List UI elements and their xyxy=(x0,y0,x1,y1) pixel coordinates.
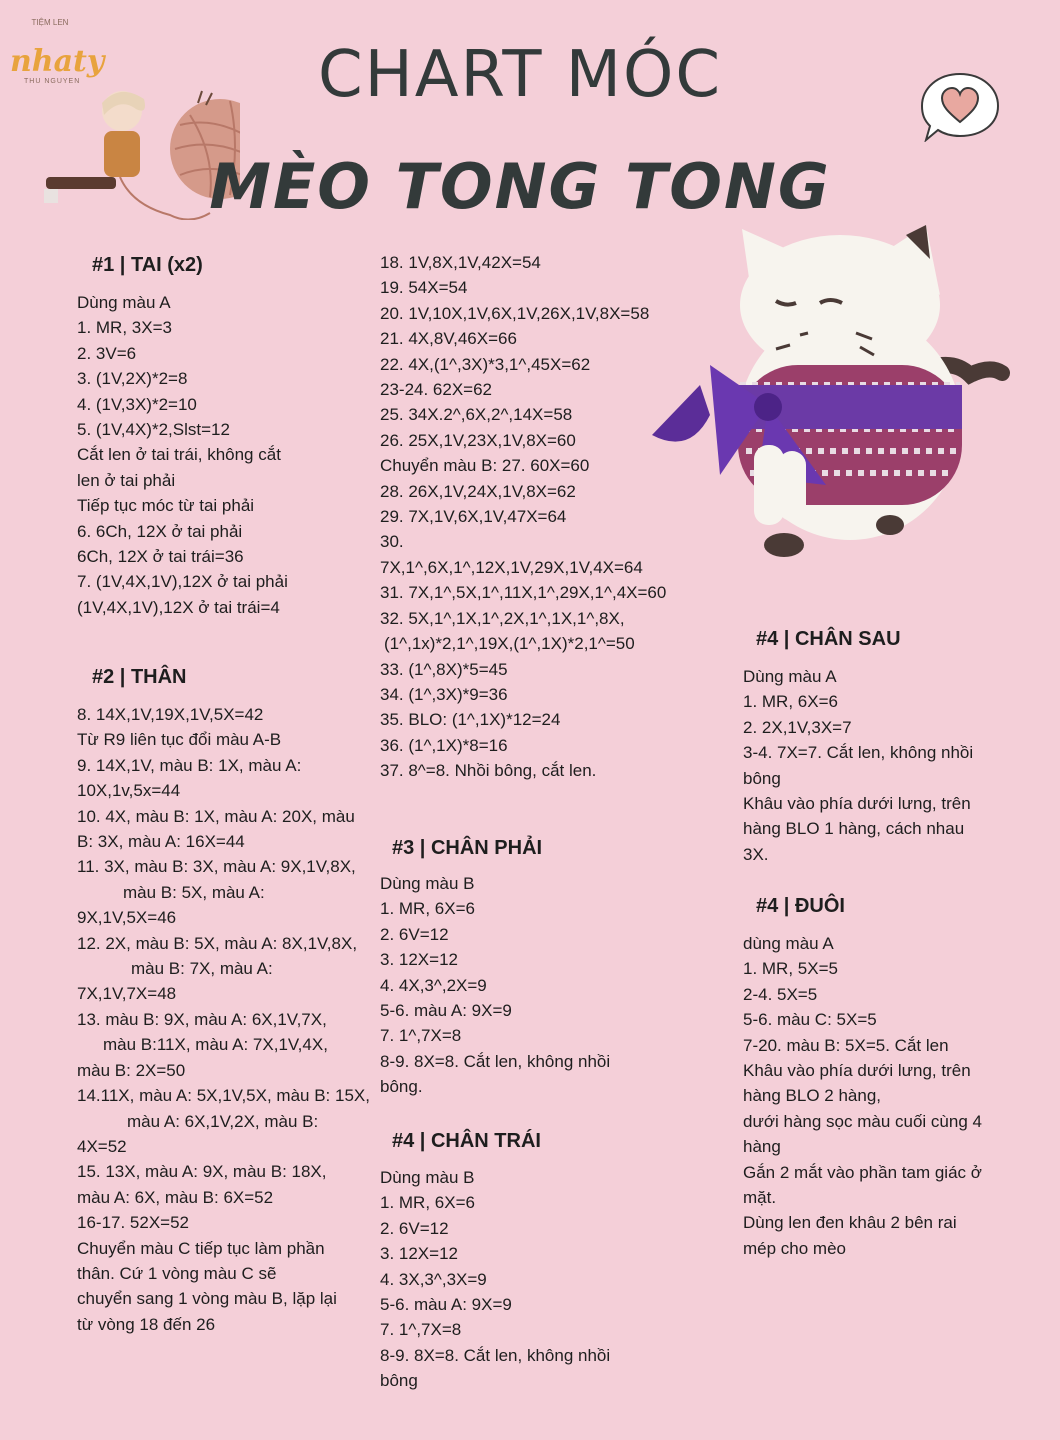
text-line: Chuyển màu B: 27. 60X=60 xyxy=(380,456,590,476)
text-line: 34. (1^,3X)*9=36 xyxy=(380,684,508,704)
text-line: B: 3X, màu A: 16X=44 xyxy=(77,832,245,852)
text-line: 28. 26X,1V,24X,1V,8X=62 xyxy=(380,481,576,501)
text-line: Từ R9 liên tục đổi màu A-B xyxy=(77,730,282,750)
text-line: 4. 3X,3^,3X=9 xyxy=(380,1269,487,1289)
section-chan-trai xyxy=(380,1165,610,1394)
text-line: 3. 12X=12 xyxy=(380,1244,458,1264)
text-line: dưới hàng sọc màu cuối cùng 4 xyxy=(743,1111,982,1131)
text-line: 4X=52 xyxy=(77,1136,127,1156)
text-line: Khâu vào phía dưới lưng, trên xyxy=(743,794,971,814)
text-line: bông. xyxy=(380,1077,423,1097)
text-line: 16-17. 52X=52 xyxy=(77,1213,190,1233)
text-line: 2-4. 5X=5 xyxy=(743,984,818,1004)
text-line: từ vòng 18 đến 26 xyxy=(77,1314,216,1334)
text-line: 13. màu B: 9X, màu A: 6X,1V,7X, xyxy=(77,1009,327,1029)
text-line: hàng BLO 1 hàng, cách nhau xyxy=(743,819,965,839)
text-line: 33. (1^,8X)*5=45 xyxy=(380,659,508,679)
text-line: 5-6. màu C: 5X=5 xyxy=(743,1010,877,1030)
text-line: mép cho mèo xyxy=(743,1238,846,1258)
text-line: len ở tai phải xyxy=(77,470,176,490)
brand-logo: nhaty xyxy=(10,44,105,79)
heading-duoi: #4 | ĐUÔI xyxy=(756,895,845,917)
text-line: 20. 1V,10X,1V,6X,1V,26X,1V,8X=58 xyxy=(380,303,650,323)
text-line: 31. 7X,1^,5X,1^,11X,1^,29X,1^,4X=60 xyxy=(380,583,667,603)
text-line: 8-9. 8X=8. Cắt len, không nhồi xyxy=(380,1051,611,1071)
section-tai xyxy=(77,290,288,620)
text-line: 23-24. 62X=62 xyxy=(380,380,493,400)
text-line: (1V,4X,1V),12X ở tai trái=4 xyxy=(77,597,280,617)
text-line: bông xyxy=(380,1371,418,1391)
text-line: 36. (1^,1X)*8=16 xyxy=(380,735,508,755)
text-line: 10X,1v,5x=44 xyxy=(77,781,181,801)
text-line: 22. 4X,(1^,3X)*3,1^,45X=62 xyxy=(380,354,591,374)
text-line: 3. (1V,2X)*2=8 xyxy=(77,369,188,389)
text-line: 2. 6V=12 xyxy=(380,924,449,944)
section-chan-phai xyxy=(380,871,610,1100)
text-line: 7. 1^,7X=8 xyxy=(380,1026,462,1046)
text-line: 5. (1V,4X)*2,Slst=12 xyxy=(77,420,230,440)
heading-chan-phai: #3 | CHÂN PHẢI xyxy=(392,837,543,859)
text-line: 7. 1^,7X=8 xyxy=(380,1320,462,1340)
text-line: 3. 12X=12 xyxy=(380,950,458,970)
text-line: thân. Cứ 1 vòng màu C sẽ xyxy=(77,1263,277,1283)
section-than-continued xyxy=(380,250,666,784)
text-line: màu B: 5X, màu A: xyxy=(123,882,265,902)
section-than xyxy=(77,702,370,1337)
text-line: mặt. xyxy=(743,1188,777,1208)
section-duoi xyxy=(743,931,982,1261)
brand-top: TIỆM LEN xyxy=(31,18,69,27)
text-line: 7X,1V,7X=48 xyxy=(77,984,177,1004)
text-line: màu A: 6X,1V,2X, màu B: xyxy=(127,1111,319,1131)
text-line: 21. 4X,8V,46X=66 xyxy=(380,329,517,349)
heading-chan-trai: #4 | CHÂN TRÁI xyxy=(392,1130,541,1152)
text-line: Dùng màu A xyxy=(743,667,837,686)
text-line: màu B:11X, màu A: 7X,1V,4X, xyxy=(103,1035,328,1055)
text-line: hàng BLO 2 hàng, xyxy=(743,1086,882,1106)
text-line: 8. 14X,1V,19X,1V,5X=42 xyxy=(77,705,264,724)
text-line: 1. MR, 6X=6 xyxy=(743,692,838,712)
text-line: 12. 2X, màu B: 5X, màu A: 8X,1V,8X, xyxy=(77,933,358,953)
text-line: 1. MR, 6X=6 xyxy=(380,899,475,919)
text-line: dùng màu A xyxy=(743,934,834,953)
text-line: Dùng len đen khâu 2 bên rai xyxy=(743,1213,957,1233)
text-line: 8-9. 8X=8. Cắt len, không nhồi xyxy=(380,1345,611,1365)
text-line: 3-4. 7X=7. Cắt len, không nhồi xyxy=(743,743,974,763)
text-line: 6Ch, 12X ở tai trái=36 xyxy=(77,547,244,567)
heading-chan-sau: #4 | CHÂN SAU xyxy=(756,628,901,650)
text-line: 5-6. màu A: 9X=9 xyxy=(380,1295,512,1315)
text-line: 1. MR, 6X=6 xyxy=(380,1193,475,1213)
text-line: 6. 6Ch, 12X ở tai phải xyxy=(77,521,243,541)
heading-than: #2 | THÂN xyxy=(92,666,187,688)
text-line: 30. xyxy=(380,532,404,552)
text-line: Chuyển màu C tiếp tục làm phần xyxy=(77,1238,325,1258)
text-line: Tiếp tục móc từ tai phải xyxy=(77,496,255,516)
text-line: 26. 25X,1V,23X,1V,8X=60 xyxy=(380,430,576,450)
text-line: 7-20. màu B: 5X=5. Cắt len xyxy=(743,1035,949,1055)
text-line: Dùng màu B xyxy=(380,1168,475,1187)
text-line: Cắt len ở tai trái, không cắt xyxy=(77,445,281,465)
text-line: 15. 13X, màu A: 9X, màu B: 18X, xyxy=(77,1162,327,1182)
text-line: 2. 3V=6 xyxy=(77,343,137,363)
text-line: Dùng màu A xyxy=(77,293,171,312)
text-line: 1. MR, 5X=5 xyxy=(743,959,838,979)
text-line: Dùng màu B xyxy=(380,874,475,893)
text-line: 32. 5X,1^,1X,1^,2X,1^,1X,1^,8X, xyxy=(380,608,625,628)
brand-sub: THU NGUYEN xyxy=(24,78,81,85)
text-line: 19. 54X=54 xyxy=(380,278,468,298)
page-subtitle: MÈO TONG TONG xyxy=(209,150,831,223)
text-line: 3X. xyxy=(743,844,769,864)
text-line: 1. MR, 3X=3 xyxy=(77,318,172,338)
text-line: 18. 1V,8X,1V,42X=54 xyxy=(380,253,541,272)
text-line: Gắn 2 mắt vào phần tam giác ở xyxy=(743,1162,982,1182)
text-line: màu B: 2X=50 xyxy=(77,1060,186,1080)
text-line: 5-6. màu A: 9X=9 xyxy=(380,1001,512,1021)
crochet-cat-illustration xyxy=(650,215,1040,565)
text-line: 14.11X, màu A: 5X,1V,5X, màu B: 15X, xyxy=(77,1086,370,1106)
text-line: 25. 34X.2^,6X,2^,14X=58 xyxy=(380,405,573,425)
text-line: 2. 2X,1V,3X=7 xyxy=(743,717,852,737)
text-line: 7X,1^,6X,1^,12X,1V,29X,1V,4X=64 xyxy=(380,557,643,577)
text-line: 4. (1V,3X)*2=10 xyxy=(77,394,197,414)
text-line: 9X,1V,5X=46 xyxy=(77,908,177,928)
text-line: bông xyxy=(743,768,781,788)
text-line: 35. BLO: (1^,1X)*12=24 xyxy=(380,710,561,730)
text-line: Khâu vào phía dưới lưng, trên xyxy=(743,1061,971,1081)
text-line: 7. (1V,4X,1V),12X ở tai phải xyxy=(77,572,288,592)
section-chan-sau xyxy=(743,664,973,867)
text-line: 4. 4X,3^,2X=9 xyxy=(380,975,487,995)
page-title: CHART MÓC xyxy=(317,38,723,112)
text-line: 11. 3X, màu B: 3X, màu A: 9X,1V,8X, xyxy=(77,857,356,877)
text-line: hàng xyxy=(743,1137,781,1157)
text-line: màu B: 7X, màu A: xyxy=(131,959,273,979)
text-line: màu A: 6X, màu B: 6X=52 xyxy=(77,1187,274,1207)
text-line: 29. 7X,1V,6X,1V,47X=64 xyxy=(380,507,567,527)
text-line: 37. 8^=8. Nhồi bông, cắt len. xyxy=(380,761,597,781)
text-line: 2. 6V=12 xyxy=(380,1218,449,1238)
text-line: 10. 4X, màu B: 1X, màu A: 20X, màu xyxy=(77,806,355,826)
text-line: (1^,1x)*2,1^,19X,(1^,1X)*2,1^=50 xyxy=(384,634,635,654)
text-line: 9. 14X,1V, màu B: 1X, màu A: xyxy=(77,755,302,775)
heading-tai: #1 | TAI (x2) xyxy=(92,254,203,276)
text-line: chuyển sang 1 vòng màu B, lặp lại xyxy=(77,1289,337,1309)
